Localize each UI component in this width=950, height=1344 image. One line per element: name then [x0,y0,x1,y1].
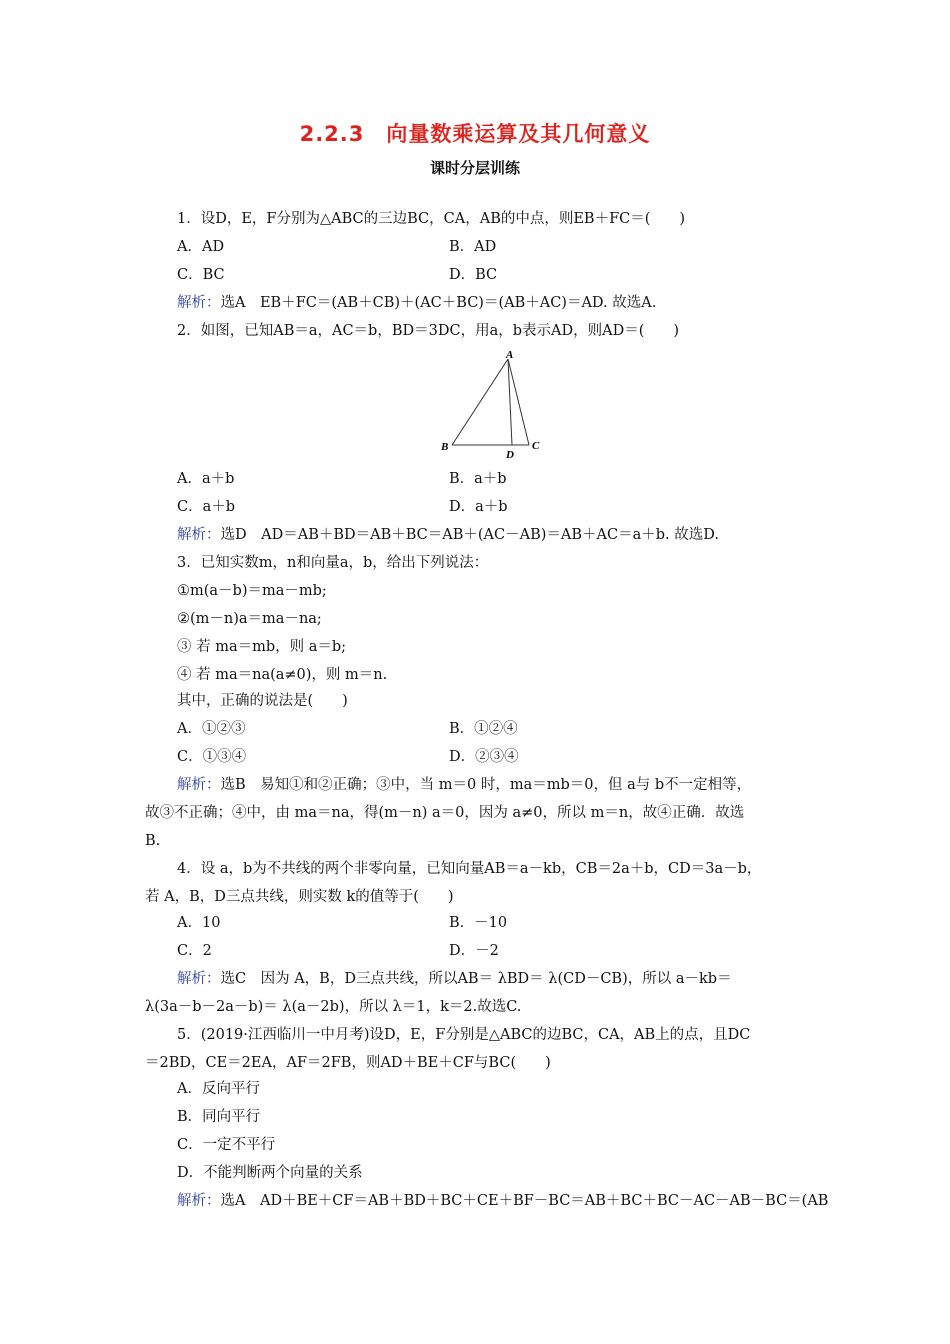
q4-option-c: C．2 [177,943,212,959]
vertex-label-b: B [441,441,449,453]
q1-option-a: A．AD [177,239,225,255]
analysis-label: 解析： [177,295,221,311]
analysis-label: 解析： [177,527,221,543]
q5-option-d: D．不能判断两个向量的关系 [177,1165,363,1181]
edge-ab [452,359,508,445]
vertex-label-c: C [532,440,540,452]
q5-option-c: C．一定不平行 [177,1137,276,1153]
q4-stem-line-1: 4．设 a，b为不共线的两个非零向量，已知向量AB＝a－kb，CB＝2a＋b，CD＝3a－b， [177,861,762,877]
q3-option-d: D．②③④ [449,749,519,765]
q2-analysis [177,525,719,545]
q1-option-d: D．BC [449,267,498,283]
triangle-figure [430,346,550,464]
analysis-label: 解析： [177,1193,221,1209]
q5-analysis-text: 选A AD＋BE＋CF＝AB＋BD＋BC＋CE＋BF－BC＝AB＋BC＋BC－AC－AB－BC＝(AB [220,1193,829,1209]
q1-option-b: B．AD [449,239,497,255]
q5-analysis [177,1191,828,1211]
q4-option-d: D．－2 [449,943,499,959]
q2-option-c: C．a＋b [177,499,236,515]
q1-analysis [177,293,656,313]
q3-analysis-text-1: 选B 易知①和②正确；③中，当 m＝0 时，ma＝mb＝0，但 a与 b不一定相等， [220,777,752,793]
q1-analysis-text: 选A EB＋FC＝(AB＋CB)＋(AC＋BC)＝(AB＋AC)＝AD. 故选A. [220,295,657,311]
page-subtitle: 课时分层训练 [429,159,520,177]
q4-option-a: A．10 [177,915,221,931]
q3-analysis-line-2: 故③不正确；④中，由 ma＝na，得(m－n) a＝0，因为 a≠0，所以 m＝n，故④正确．故选 [145,805,745,821]
q3-analysis [177,775,751,795]
page-title: 2.2.3 向量数乘运算及其几何意义 [299,122,651,146]
q4-analysis [177,969,732,989]
q3-option-b: B．①②④ [449,721,518,737]
q3-option-a: A．①②③ [177,721,246,737]
q2-analysis-text: 选D AD＝AB＋BD＝AB＋BC＝AB＋(AC－AB)＝AB＋AC＝a＋b. 故选D. [220,527,719,543]
q3-ask: 其中，正确的说法是( ) [177,693,348,709]
q3-statement-4: ④ 若 ma＝na(a≠0)，则 m＝n. [177,667,388,683]
analysis-label: 解析： [177,777,221,793]
q3-statement-3: ③ 若 ma＝mb，则 a＝b; [177,639,347,655]
q2-option-d: D．a＋b [449,499,508,515]
q4-stem-line-2: 若 A，B，D三点共线，则实数 k的值等于( ) [145,889,454,905]
q4-option-b: B．－10 [449,915,508,931]
q2-option-b: B．a＋b [449,471,507,487]
q2-option-a: A．a＋b [177,471,235,487]
q3-statement-2: ②(m－n)a＝ma－na; [177,611,322,627]
q5-stem-line-1: 5．(2019·江西临川一中月考)设D，E，F分别是△ABC的边BC，CA，AB上的点，且DC [177,1027,751,1043]
q5-stem-line-2: ＝2BD，CE＝2EA，AF＝2FB，则AD＋BE＋CF与BC( ) [145,1055,551,1071]
q1-option-c: C．BC [177,267,225,283]
q3-stem: 3．已知实数m，n和向量a，b，给出下列说法： [177,555,489,571]
vertex-label-a: A [506,349,514,361]
q4-analysis-line-2: λ(3a－b－2a－b)＝ λ(a－2b)，所以 λ＝1，k＝2.故选C. [145,999,522,1015]
analysis-label: 解析： [177,971,221,987]
q3-analysis-line-3: B. [145,833,161,849]
q3-statement-1: ①m(a－b)＝ma－mb; [177,583,327,599]
q2-stem: 2．如图，已知AB＝a，AC＝b，BD＝3DC，用a，b表示AD，则AD＝( ) [177,323,680,339]
q5-option-a: A．反向平行 [177,1081,260,1097]
q5-option-b: B．同向平行 [177,1109,261,1125]
q1-stem: 1．设D，E，F分别为△ABC的三边BC，CA，AB的中点，则EB＋FC＝( ) [177,211,686,227]
q4-analysis-text-1: 选C 因为 A，B，D三点共线，所以AB＝ λBD＝ λ(CD－CB)，所以 a－kb＝ [220,971,732,987]
q3-option-c: C．①③④ [177,749,247,765]
vertex-label-d: D [506,449,514,461]
